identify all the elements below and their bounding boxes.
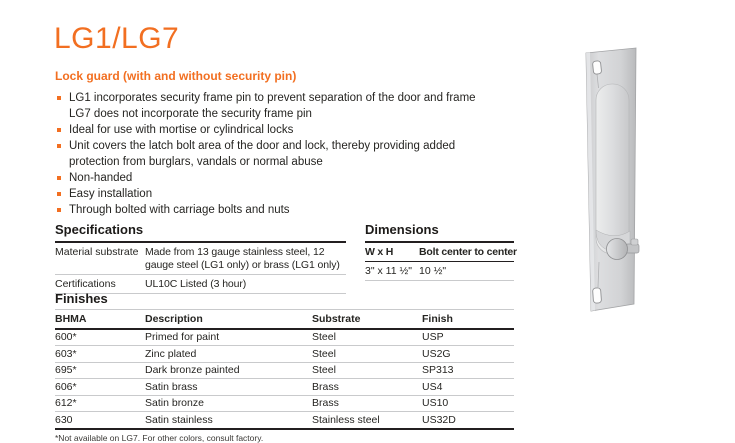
page-subtitle: Lock guard (with and without security pin) [55,69,297,83]
list-item [55,170,527,186]
feature-text [69,170,132,186]
table-cell: Steel [312,331,336,343]
table-row [55,330,514,347]
table-cell: Steel [312,364,336,376]
column-header: BHMA [55,312,87,325]
dimensions-section [365,222,517,281]
finishes-heading: Finishes [55,291,108,306]
table-cell: US10 [422,397,449,409]
bullet-icon [57,176,61,180]
footnote: *Not available on LG7. For other colors, consult factory. [55,432,264,443]
column-header: Bolt center to center [419,245,517,258]
table-row [55,412,514,430]
table-cell: Zinc plated [145,347,197,360]
table-cell: 606* [55,380,77,393]
bullet-icon [57,128,61,132]
spec-value [145,246,346,272]
dimension-value: 3" x 11 ½" [365,264,412,277]
table-row [55,363,514,380]
table-header-row [365,243,517,262]
spec-value [145,278,346,291]
list-item [55,138,527,170]
table-cell: US2G [422,347,451,360]
table-cell: SP313 [422,364,454,376]
top-mounting-slot [592,61,601,75]
table-cell: Satin bronze [145,397,204,409]
feature-line: Easy installation [69,188,153,200]
feature-text [69,202,290,218]
table-row [55,346,514,363]
feature-text [69,90,476,122]
specifications-heading: Specifications [55,222,346,243]
column-header: Substrate [312,312,361,325]
table-cell: USP [422,331,444,343]
table-cell: Brass [312,397,339,409]
security-pin-nub [631,239,638,245]
table-cell: 603* [55,347,77,360]
table-cell: Satin stainless [145,413,213,426]
column-header: W x H [365,245,394,258]
specifications-section [55,222,346,294]
table-row [365,262,514,281]
table-row [55,379,514,396]
feature-text [69,138,455,170]
table-cell: 695* [55,364,77,376]
column-header: Finish [422,312,453,325]
spec-label: Material substrate [55,245,139,258]
table-cell: Satin brass [145,380,198,393]
feature-line: protection from burglars, vandals or normal abuse [69,156,323,168]
bullet-icon [57,192,61,196]
list-item [55,90,527,122]
feature-line: LG1 incorporates security frame pin to prevent separation of the door and frame [69,92,476,104]
dimension-value: 10 ½" [419,264,447,277]
table-cell: Steel [312,347,336,360]
table-cell: US4 [422,380,443,393]
table-cell: Primed for paint [145,331,220,343]
spec-value-line: Made from 13 gauge stainless steel, 12 [145,245,325,258]
lock-guard-product-photo [570,40,650,318]
feature-line: Ideal for use with mortise or cylindrical locks [69,124,294,136]
security-pin-shaft [626,244,639,253]
table-cell: Dark bronze painted [145,364,240,376]
bullet-icon [57,208,61,212]
table-header-row [55,309,514,330]
feature-bullet-list [55,90,527,218]
spec-label: Certifications [55,277,116,290]
finishes-section [55,291,514,443]
latch-cover-emboss [596,84,629,254]
bottom-mounting-slot [593,288,602,304]
table-cell: 600* [55,331,77,343]
table-cell: 612* [55,397,77,409]
list-item [55,202,527,218]
feature-line: Through bolted with carriage bolts and nuts [69,204,290,216]
table-cell: US32D [422,413,456,426]
feature-text [69,122,293,138]
security-pin-head [607,239,628,260]
column-header: Description [145,312,203,325]
table-cell: Brass [312,380,339,393]
feature-line: LG7 does not incorporate the security frame pin [69,108,312,120]
feature-line: Unit covers the latch bolt area of the door and lock, thereby providing added [69,140,456,152]
dimensions-heading: Dimensions [365,222,514,243]
table-row [55,243,346,275]
spec-value-line: gauge steel (LG1 only) or brass (LG1 only) [145,258,340,271]
table-cell: Stainless steel [312,413,380,426]
feature-text [69,186,152,202]
page-title: LG1/LG7 [54,22,180,55]
list-item [55,122,527,138]
table-row [55,396,514,413]
bullet-icon [57,96,61,100]
list-item [55,186,527,202]
table-cell: 630 [55,413,73,426]
feature-line: Non-handed [69,172,133,184]
bullet-icon [57,144,61,148]
spec-value-line: UL10C Listed (3 hour) [145,277,247,290]
